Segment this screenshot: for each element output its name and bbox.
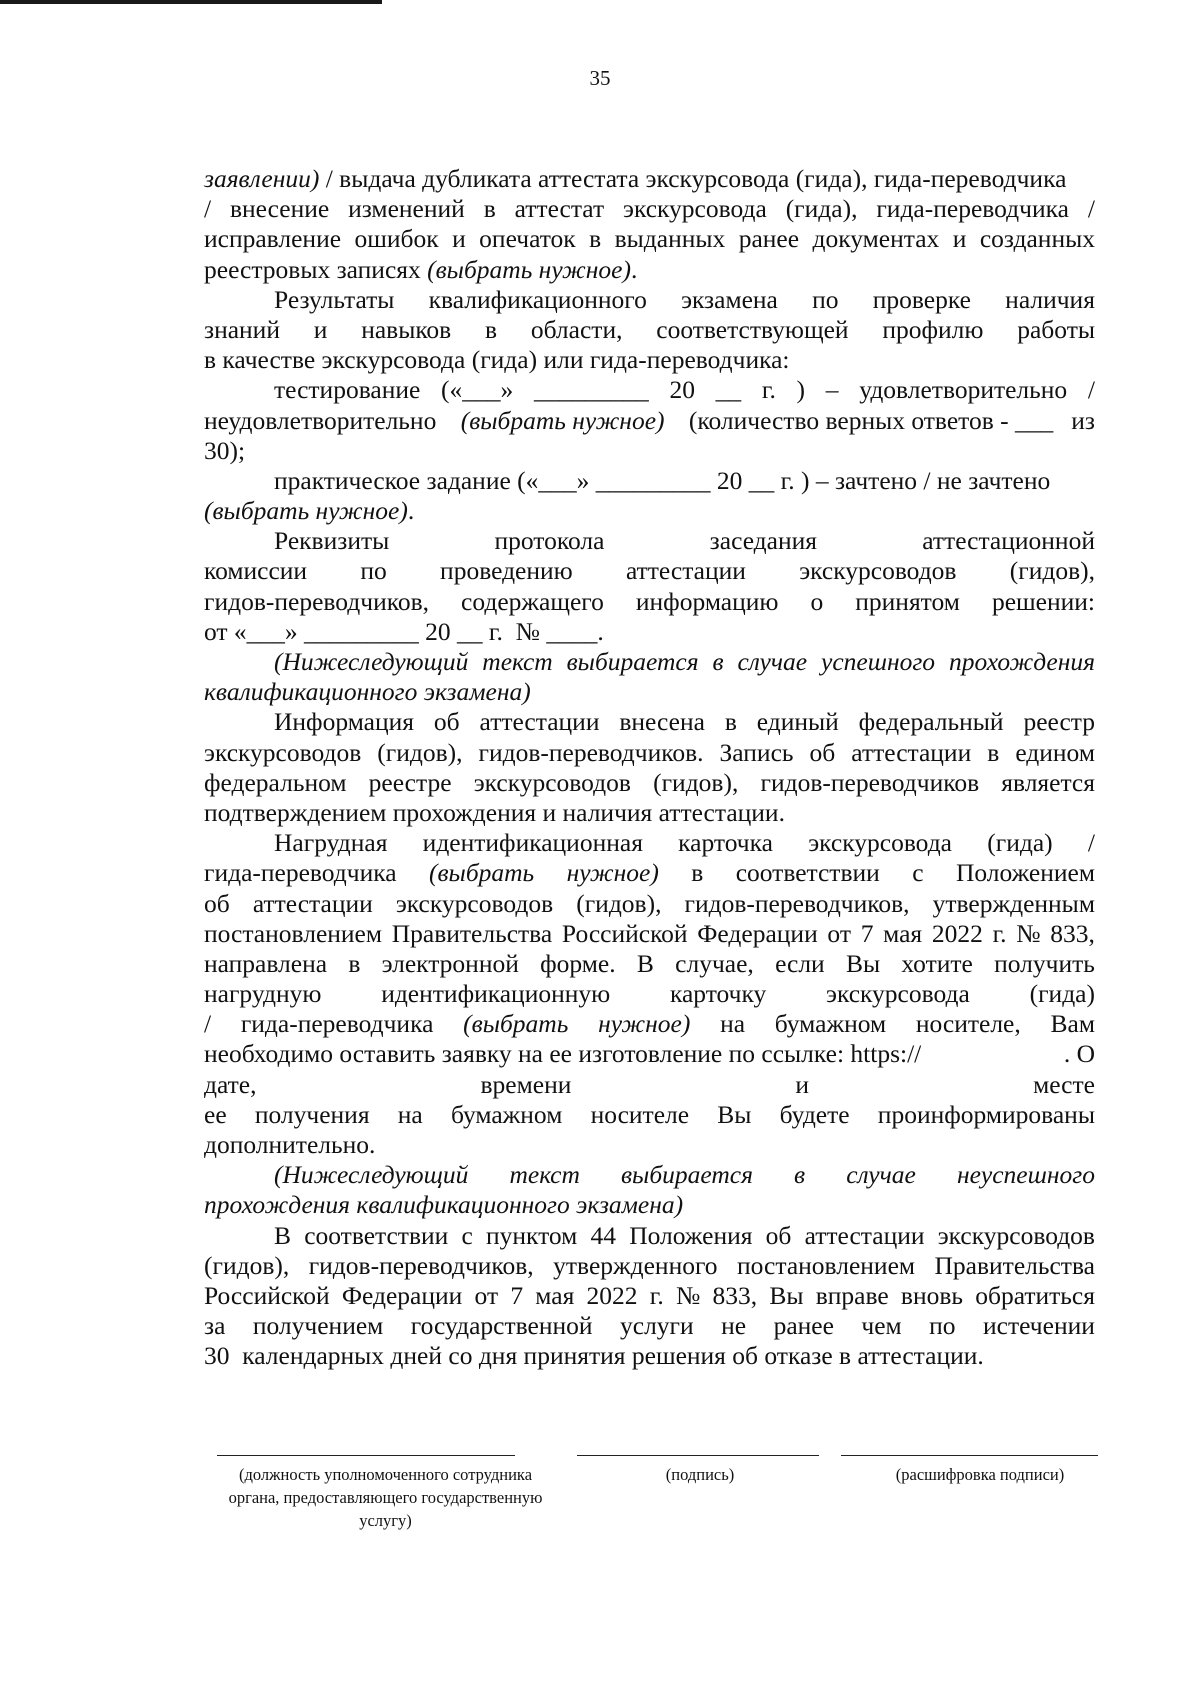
text-segment: федеральный (858, 707, 1004, 737)
text-segment: / (204, 1009, 212, 1039)
text-segment: выбирается (620, 1160, 753, 1190)
text-segment: ошибок (354, 224, 439, 254)
text-segment: (выбрать нужное) (204, 496, 408, 526)
text-line (204, 587, 1095, 617)
signature-line (577, 1455, 819, 1456)
text-line (204, 285, 1095, 315)
text-segment: 7 (860, 918, 874, 948)
text-segment: г. (649, 1280, 664, 1310)
text-segment: – (825, 375, 839, 405)
text-segment: дате, (204, 1069, 257, 1099)
text-segment: неуспешного (956, 1160, 1095, 1190)
text-line (204, 315, 1095, 345)
text-segment: (гидов), (576, 888, 662, 918)
text-line (204, 1190, 1095, 1220)
text-segment: дополнительно. (204, 1130, 376, 1159)
text-segment: в (589, 224, 602, 254)
text-segment: в (724, 707, 737, 737)
text-segment: экскурсоводов (937, 1220, 1095, 1250)
text-segment: области, (530, 314, 623, 344)
text-segment: аттестации (252, 888, 373, 918)
text-segment: в (987, 737, 1000, 767)
text-segment: в (348, 948, 361, 978)
text-segment: вправе (815, 1280, 889, 1310)
text-segment: в (483, 194, 496, 224)
text-line (204, 617, 1095, 647)
text-line (204, 919, 1095, 949)
text-segment: (выбрать (463, 1009, 569, 1039)
text-segment: квалификационного экзамена) (204, 677, 531, 707)
text-segment: наличия (1005, 284, 1095, 314)
text-segment: получить (994, 948, 1095, 978)
text-segment: / выдача дубликата аттестата экскурсовода (гида), гида-переводчика (319, 164, 1067, 193)
text-segment: (гида) (987, 828, 1053, 858)
text-segment: В (636, 948, 654, 978)
text-segment: и (313, 314, 328, 344)
text-segment: выбирается (566, 647, 699, 676)
text-segment: едином (1015, 737, 1095, 767)
text-segment: содержащего (461, 586, 604, 616)
signature-block (0, 1455, 1200, 1585)
text-line (204, 1341, 1095, 1371)
text-segment: 2022 (586, 1280, 638, 1310)
text-segment: экскурсовода (826, 979, 970, 1009)
text-segment: текст (509, 1160, 580, 1190)
position-caption: (должность уполномоченного сотрудника органа, предоставляющего государственную услугу) (228, 1465, 543, 1530)
text-segment: (гидов), (1009, 556, 1095, 586)
text-line (204, 375, 1095, 405)
text-segment: Вы (845, 948, 881, 978)
text-segment: месте (1033, 1069, 1095, 1099)
text-segment: чем (861, 1311, 902, 1341)
text-segment: (Нижеследующий (274, 1160, 469, 1190)
text-line (204, 194, 1095, 224)
text-segment: г. (761, 375, 776, 405)
text-segment: вновь (900, 1280, 964, 1310)
text-line (204, 738, 1095, 768)
text-segment: за (204, 1311, 226, 1341)
text-line (204, 707, 1095, 737)
text-segment: (выбрать (428, 858, 535, 888)
text-segment: направлена (204, 948, 328, 978)
text-segment: аттестации (851, 737, 972, 767)
text-segment: гида-переводчика (204, 858, 397, 888)
text-segment: (выбрать нужное) (427, 254, 631, 284)
text-segment: об (809, 737, 836, 767)
text-segment: форме. (540, 948, 616, 978)
text-segment: навыков (361, 314, 452, 344)
text-segment: 833, (712, 1280, 758, 1310)
text-segment: аттестации (804, 1220, 925, 1250)
text-segment: г. (992, 918, 1007, 948)
text-segment: 20 (669, 375, 695, 405)
text-segment: исправление (204, 224, 342, 254)
text-segment: . (407, 496, 415, 526)
text-segment: карточку (669, 979, 767, 1009)
text-segment: подтверждением прохождения и наличия аттестации. (204, 797, 785, 827)
text-segment: носителе (590, 1099, 690, 1129)
text-segment: (гидов), (204, 1250, 290, 1280)
text-segment: / (1087, 375, 1095, 405)
text-line (204, 768, 1095, 798)
document-body (204, 164, 1095, 1372)
text-segment: в качестве экскурсовода (гида) или гида-переводчика: (204, 345, 790, 375)
text-segment: проверке (872, 284, 971, 314)
text-segment: не (721, 1311, 747, 1341)
text-segment: случае (737, 647, 808, 676)
text-segment: Вам (1050, 1009, 1095, 1039)
text-segment: Правительства (934, 1250, 1095, 1280)
text-line (204, 949, 1095, 979)
text-segment: документах (812, 224, 940, 254)
text-segment: удовлетворительно (859, 375, 1068, 405)
text-segment: . (630, 254, 638, 284)
text-segment: соответствии (735, 858, 880, 888)
text-segment: бумажном (450, 1099, 563, 1129)
name-caption: (расшифровка подписи) (895, 1465, 1065, 1484)
text-segment: аттестат (514, 194, 605, 224)
text-segment: . О (1063, 1039, 1095, 1069)
text-segment: Вы (717, 1099, 752, 1129)
text-segment: __ (715, 375, 742, 405)
scan-edge-bar (0, 0, 382, 4)
text-line (204, 224, 1095, 254)
text-segment: истечении (983, 1311, 1095, 1341)
text-segment: хотите (901, 948, 973, 978)
text-line (204, 255, 1095, 285)
text-segment: Запись (719, 737, 794, 767)
text-segment: опечаток (479, 224, 576, 254)
text-segment: проведению (440, 556, 573, 586)
text-segment: получения (254, 1099, 370, 1129)
text-segment: заседания (709, 526, 817, 556)
text-segment: экскурсоводов (473, 767, 631, 797)
text-segment: карточка (678, 828, 773, 858)
text-segment: созданных (979, 224, 1095, 254)
text-segment: нужное) (598, 1009, 691, 1039)
text-segment: Правительства (391, 918, 553, 948)
text-line (204, 889, 1095, 919)
text-segment: гида-переводчика (876, 194, 1069, 224)
text-line (204, 1251, 1095, 1281)
text-segment: аттестации (625, 556, 746, 586)
text-segment: гидов-переводчиков, (308, 1250, 534, 1280)
text-line (204, 677, 1095, 707)
text-segment: 30 календарных дней со дня принятия решения об отказе в аттестации. (204, 1341, 984, 1371)
text-segment: комиссии (204, 556, 308, 586)
text-segment: нужное) (566, 858, 659, 888)
text-segment: принятом (855, 586, 960, 616)
text-segment: по (360, 556, 387, 586)
text-segment: / (1087, 828, 1095, 858)
text-line (204, 1311, 1095, 1341)
text-segment: в (712, 647, 724, 676)
text-segment: (гидов), (653, 767, 739, 797)
text-segment: случае (846, 1160, 916, 1190)
text-line (204, 1130, 1095, 1160)
text-segment: решении: (991, 586, 1095, 616)
text-segment: экскурсоводов (799, 556, 957, 586)
text-segment: экскурсоводов (204, 737, 362, 767)
text-segment: на (720, 1009, 746, 1039)
text-segment: внесение (229, 194, 330, 224)
text-segment: на (397, 1099, 423, 1129)
text-segment: Федерации (697, 918, 818, 948)
text-segment: с (461, 1220, 473, 1250)
text-segment: (гида), (785, 194, 858, 224)
text-segment: и (952, 224, 967, 254)
text-segment: услуги (620, 1311, 694, 1341)
text-segment: / (1087, 194, 1095, 224)
signature-caption: (подпись) (665, 1465, 735, 1484)
text-segment: экзамена (681, 284, 778, 314)
text-segment: гидов-переводчиков (760, 767, 980, 797)
text-segment: (количество верных ответов - ___ (682, 405, 1054, 435)
text-segment: в (691, 858, 704, 888)
text-segment: и (795, 1069, 810, 1099)
text-segment: утвержденным (932, 888, 1095, 918)
text-segment: по (929, 1311, 956, 1341)
text-line (204, 345, 1095, 375)
text-segment: выданных (614, 224, 726, 254)
text-line (204, 436, 1095, 466)
text-segment: постановлением (204, 918, 383, 948)
text-segment: № (675, 1280, 701, 1310)
text-segment: 2022 (931, 918, 983, 948)
text-line (204, 1100, 1095, 1130)
text-segment: времени (480, 1069, 572, 1099)
text-segment: гидов-переводчиков, (684, 888, 910, 918)
text-segment: гидов-переводчиков, (204, 586, 429, 616)
text-segment: информацию (635, 586, 779, 616)
text-segment: успешного (821, 647, 936, 676)
text-segment: аттестационной (922, 526, 1095, 556)
text-segment: если (775, 948, 825, 978)
text-segment: проинформированы (877, 1099, 1095, 1129)
text-segment: необходимо оставить заявку на ее изготовление по ссылке: https:// (204, 1039, 922, 1069)
text-segment: реестр (1023, 707, 1095, 737)
text-segment: _________ (534, 375, 649, 405)
text-segment: гидов-переводчиков. (478, 737, 704, 767)
text-segment: (гида) (1029, 979, 1095, 1009)
text-line (204, 406, 1095, 436)
text-segment: об (765, 1220, 792, 1250)
text-segment: идентификационную (381, 979, 611, 1009)
text-segment: Реквизиты (274, 526, 390, 556)
text-segment: (гидов), (377, 737, 463, 767)
text-segment: работы (1017, 314, 1095, 344)
text-segment: реестровых записях (204, 254, 428, 284)
text-line (204, 858, 1095, 888)
text-segment: ее (204, 1099, 227, 1129)
text-line (204, 1039, 1095, 1069)
text-segment: нагрудную (204, 979, 322, 1009)
text-segment: от (827, 918, 851, 948)
text-segment: Результаты (274, 284, 395, 314)
text-segment: пунктом (486, 1220, 578, 1250)
text-segment: идентификационная (422, 828, 643, 858)
text-segment: обратиться (975, 1280, 1095, 1310)
text-segment: государственной (410, 1311, 593, 1341)
text-segment: бумажном (774, 1009, 887, 1039)
text-segment: постановлением (737, 1250, 916, 1280)
text-segment: федеральном (204, 767, 347, 797)
text-segment: (выбрать нужное) (460, 405, 665, 435)
text-segment: экскурсовода (808, 828, 952, 858)
text-segment: соответствии (304, 1220, 449, 1250)
text-segment: неудовлетворительно (204, 405, 443, 435)
text-line (204, 979, 1095, 1009)
text-segment: с (912, 858, 924, 888)
text-segment: мая (883, 918, 923, 948)
text-segment: практическое задание («___» _________ 20 __ г. ) – зачтено / не зачтено (274, 465, 1051, 495)
text-segment: из (1071, 405, 1095, 435)
text-segment: экскурсовода (623, 194, 767, 224)
text-segment: о (810, 586, 824, 616)
text-segment: Нагрудная (274, 828, 388, 858)
text-segment: единый (756, 707, 839, 737)
text-segment: Вы (769, 1280, 804, 1310)
text-segment: носителе, (915, 1009, 1021, 1039)
text-segment: от (474, 1280, 499, 1310)
text-segment: об (433, 707, 460, 737)
text-segment: Российской (561, 918, 688, 948)
text-segment: В (274, 1220, 292, 1250)
text-segment: 44 (590, 1220, 616, 1250)
text-segment: по (812, 284, 839, 314)
text-line (204, 1070, 1095, 1100)
text-segment: утвержденного (553, 1250, 718, 1280)
text-segment: ) (796, 375, 806, 405)
text-segment: ранее (773, 1311, 834, 1341)
text-segment: текст (482, 647, 553, 676)
text-segment: ранее (738, 224, 800, 254)
text-segment: соответствующей (656, 314, 849, 344)
text-line (204, 466, 1095, 496)
page-number: 35 (589, 66, 611, 90)
text-segment: Положением (955, 858, 1095, 888)
text-segment: мая (535, 1280, 575, 1310)
text-segment: будете (779, 1099, 850, 1129)
text-line (204, 647, 1095, 677)
text-segment: в (485, 314, 498, 344)
text-segment: 833, (1050, 918, 1095, 948)
text-line (204, 798, 1095, 828)
text-segment: Положения (629, 1220, 753, 1250)
text-line (204, 1221, 1095, 1251)
text-segment: гида-переводчика (240, 1009, 434, 1039)
text-line (204, 556, 1095, 586)
text-segment: экскурсоводов (395, 888, 554, 918)
text-segment: от «___» _________ 20 __ г. № ____. (204, 616, 604, 646)
text-segment: внесена (619, 707, 705, 737)
text-segment: заявлении) (204, 164, 320, 193)
text-segment: прохождения (948, 647, 1095, 676)
text-segment: является (1001, 767, 1095, 797)
text-segment: Федерации (341, 1280, 463, 1310)
text-line (204, 1009, 1095, 1039)
text-segment: протокола (494, 526, 605, 556)
text-segment: в (794, 1160, 806, 1190)
text-segment: квалификационного (428, 284, 647, 314)
text-line (204, 496, 1095, 526)
text-segment: и (452, 224, 466, 254)
text-segment: № (1016, 918, 1041, 948)
text-segment: тестирование (274, 375, 421, 405)
text-segment: изменений (348, 194, 465, 224)
text-segment: («___» (441, 375, 514, 405)
name-signature-line (841, 1455, 1098, 1456)
text-segment: профилю (882, 314, 984, 344)
text-segment: знаний (204, 314, 280, 344)
text-segment: Российской (204, 1280, 330, 1310)
text-segment: получением (252, 1311, 384, 1341)
text-segment: об (204, 888, 230, 918)
text-segment: / (204, 194, 212, 224)
text-line (204, 1160, 1095, 1190)
text-line (204, 1281, 1095, 1311)
text-segment: (Нижеследующий (274, 647, 469, 676)
text-segment: случае, (675, 948, 754, 978)
text-segment: реестре (368, 767, 452, 797)
text-segment: электронной (381, 948, 519, 978)
text-segment: 7 (510, 1280, 524, 1310)
text-segment: 30); (204, 435, 246, 465)
text-segment: аттестации (479, 707, 600, 737)
position-signature-line (217, 1455, 515, 1456)
text-segment: прохождения квалификационного экзамена) (204, 1190, 684, 1220)
text-line (204, 828, 1095, 858)
text-line (204, 526, 1095, 556)
text-segment: Информация (274, 707, 415, 737)
text-line (204, 164, 1095, 194)
